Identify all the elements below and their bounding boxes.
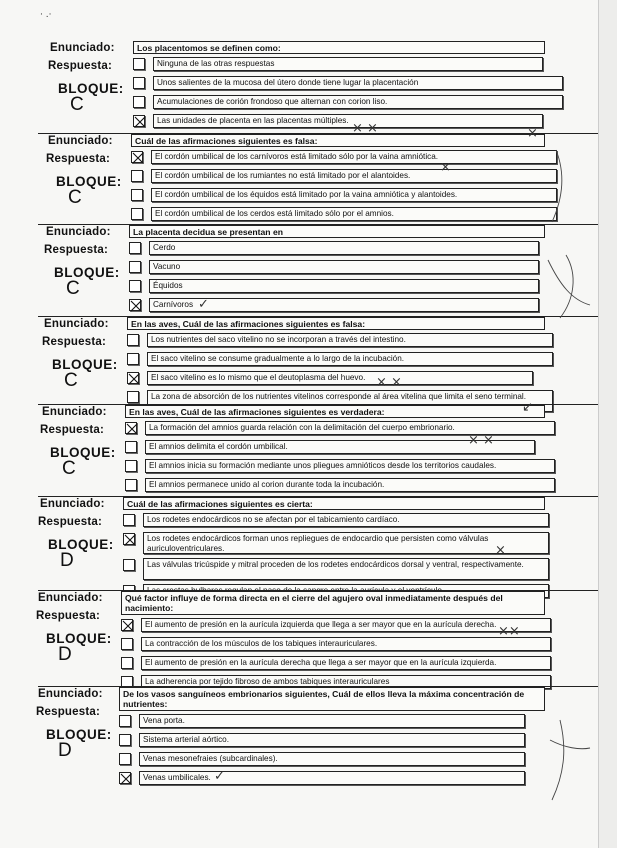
- answer-checkbox[interactable]: [127, 353, 139, 365]
- question-stem: Los placentomos se definen como:: [133, 41, 545, 54]
- answer-checkbox[interactable]: [123, 533, 135, 545]
- answer-option[interactable]: Cerdo: [149, 241, 539, 255]
- respuesta-label: Respuesta:: [44, 244, 108, 256]
- question-block: [0, 686, 617, 786]
- answer-checkbox[interactable]: [125, 479, 137, 491]
- answer-option[interactable]: La adherencia por tejido fibroso de ambos tabiques interauriculares: [141, 675, 551, 689]
- answer-option[interactable]: Los nutrientes del saco vitelino no se incorporan a través del intestino.: [147, 333, 553, 347]
- pen-mark: ✓: [214, 769, 225, 784]
- bloque-label: BLOQUE:: [48, 537, 114, 552]
- answer-option[interactable]: El cordón umbilical de los équidos está limitado por la vaina amniótica y alantoides.: [151, 188, 557, 202]
- answer-option[interactable]: La zona de absorción de los nutrientes vitelinos corresponde al área vitelina que limita el seno terminal.: [147, 390, 553, 412]
- bloque-label: BLOQUE:: [56, 174, 122, 189]
- enunciado-label: Enunciado:: [38, 688, 103, 700]
- answer-option[interactable]: El amnios inicia su formación mediante unos pliegues amnióticos desde los territorios caudales.: [145, 459, 555, 473]
- question-stem: En las aves, Cuál de las afirmaciones siguientes es falsa:: [127, 317, 545, 330]
- answer-checkbox[interactable]: [123, 514, 135, 526]
- pen-mark: × ×: [468, 433, 494, 448]
- answer-option[interactable]: El cordón umbilical de los cerdos está limitado sólo por el amnios.: [151, 207, 557, 221]
- answer-option[interactable]: La contracción de los músculos de los tabiques interauriculares.: [141, 637, 551, 651]
- answer-checkbox[interactable]: [121, 657, 133, 669]
- bloque-label: BLOQUE:: [46, 727, 112, 742]
- answer-option[interactable]: Carnívoros: [149, 298, 539, 312]
- enunciado-label: Enunciado:: [38, 592, 103, 604]
- answer-checkbox[interactable]: [119, 734, 131, 746]
- answer-option[interactable]: Ninguna de las otras respuestas: [153, 57, 543, 71]
- enunciado-label: Enunciado:: [46, 226, 111, 238]
- pen-mark: ↙: [522, 400, 533, 415]
- bloque-label: BLOQUE:: [54, 265, 120, 280]
- bloque-value: D: [60, 550, 74, 571]
- bloque-value: C: [64, 370, 78, 391]
- respuesta-label: Respuesta:: [46, 153, 110, 165]
- answer-option[interactable]: El aumento de presión en la aurícula izquierda que llega a ser mayor que en la aurícula derecha.: [141, 618, 551, 632]
- answer-checkbox[interactable]: [119, 715, 131, 727]
- answer-checkbox[interactable]: [131, 208, 143, 220]
- answer-checkbox[interactable]: [121, 638, 133, 650]
- answer-checkbox[interactable]: [123, 559, 135, 571]
- answer-checkbox[interactable]: [127, 334, 139, 346]
- answer-option[interactable]: Las válvulas tricúspide y mitral proceden de los rodetes endocárdicos dorsal y ventral, respectivamente.: [143, 558, 549, 580]
- bloque-value: C: [62, 458, 76, 479]
- answer-option[interactable]: Los rodetes endocárdicos no se afectan por el tabicamiento cardíaco.: [143, 513, 549, 527]
- answer-option[interactable]: El amnios permanece unido al corion durante toda la incubación.: [145, 478, 555, 492]
- bloque-value: D: [58, 740, 72, 761]
- question-block: [0, 496, 617, 590]
- answer-checkbox[interactable]: [133, 58, 145, 70]
- answer-checkbox[interactable]: [129, 280, 141, 292]
- answer-checkbox[interactable]: [129, 299, 141, 311]
- answer-option[interactable]: El cordón umbilical de los carnívoros está limitado sólo por la vaina amniótica.: [151, 150, 557, 164]
- answer-checkbox[interactable]: [119, 753, 131, 765]
- answer-option[interactable]: Unos salientes de la mucosa del útero donde tiene lugar la placentación: [153, 76, 563, 90]
- answer-option[interactable]: Acumulaciones de corión frondoso que alternan con corion liso.: [153, 95, 563, 109]
- question-stem: La placenta decidua se presentan en: [129, 225, 545, 238]
- pen-mark: × ×: [376, 375, 402, 390]
- pen-mark: ×: [440, 160, 451, 175]
- answer-checkbox[interactable]: [133, 115, 145, 127]
- enunciado-label: Enunciado:: [50, 42, 115, 54]
- answer-option[interactable]: El cordón umbilical de los rumiantes no está limitado por el alantoides.: [151, 169, 557, 183]
- question-block: [0, 224, 617, 316]
- respuesta-label: Respuesta:: [42, 336, 106, 348]
- answer-checkbox[interactable]: [131, 170, 143, 182]
- answer-option[interactable]: El aumento de presión en la aurícula derecha que llega a ser mayor que en la aurícula izquierda.: [141, 656, 551, 670]
- question-block: [0, 590, 617, 686]
- bloque-label: BLOQUE:: [52, 357, 118, 372]
- answer-option[interactable]: Sistema arterial aórtico.: [139, 733, 525, 747]
- answer-option[interactable]: El saco vitelino es lo mismo que el deutoplasma del huevo.: [147, 371, 533, 385]
- answer-checkbox[interactable]: [125, 441, 137, 453]
- enunciado-label: Enunciado:: [48, 135, 113, 147]
- question-stem: Cuál de las afirmaciones siguientes es falsa:: [131, 134, 545, 147]
- answer-checkbox[interactable]: [129, 242, 141, 254]
- bloque-label: BLOQUE:: [58, 81, 124, 96]
- answer-checkbox[interactable]: [125, 460, 137, 472]
- answer-option[interactable]: El amnios delimita el cordón umbilical.: [145, 440, 535, 454]
- answer-option[interactable]: La formación del amnios guarda relación con la delimitación del cuerpo embrionario.: [145, 421, 555, 435]
- bloque-label: BLOQUE:: [50, 445, 116, 460]
- scan-marks: · .·: [40, 10, 52, 20]
- answer-option[interactable]: Vena porta.: [139, 714, 525, 728]
- pen-mark: ×: [495, 543, 506, 558]
- answer-option[interactable]: Vacuno: [149, 260, 539, 274]
- enunciado-label: Enunciado:: [42, 406, 107, 418]
- question-block: [0, 316, 617, 404]
- bloque-value: D: [58, 644, 72, 665]
- bloque-value: C: [66, 278, 80, 299]
- answer-checkbox[interactable]: [131, 151, 143, 163]
- answer-checkbox[interactable]: [131, 189, 143, 201]
- respuesta-label: Respuesta:: [36, 706, 100, 718]
- answer-checkbox[interactable]: [127, 372, 139, 384]
- respuesta-label: Respuesta:: [40, 424, 104, 436]
- answer-checkbox[interactable]: [121, 619, 133, 631]
- pen-mark: ××: [498, 624, 520, 639]
- enunciado-label: Enunciado:: [40, 498, 105, 510]
- pen-mark: × ×: [352, 121, 378, 136]
- answer-checkbox[interactable]: [133, 77, 145, 89]
- question-stem: Qué factor influye de forma directa en el cierre del agujero oval inmediatamente después del nacimiento:: [121, 591, 545, 615]
- question-block: [0, 40, 617, 133]
- bloque-value: C: [68, 187, 82, 208]
- question-stem: En las aves, Cuál de las afirmaciones siguientes es verdadera:: [125, 405, 545, 418]
- answer-checkbox[interactable]: [127, 391, 139, 403]
- answer-option[interactable]: Équidos: [149, 279, 539, 293]
- bloque-label: BLOQUE:: [46, 631, 112, 646]
- answer-option[interactable]: Los rodetes endocárdicos forman unos repliegues de endocardio que persisten como válvulas auriculoventriculares.: [143, 532, 549, 554]
- answer-option[interactable]: El saco vitelino se consume gradualmente a lo largo de la incubación.: [147, 352, 553, 366]
- answer-checkbox[interactable]: [133, 96, 145, 108]
- respuesta-label: Respuesta:: [48, 60, 112, 72]
- respuesta-label: Respuesta:: [36, 610, 100, 622]
- respuesta-label: Respuesta:: [38, 516, 102, 528]
- answer-option[interactable]: Las unidades de placenta en las placentas múltiples.: [153, 114, 543, 128]
- answer-checkbox[interactable]: [119, 772, 131, 784]
- enunciado-label: Enunciado:: [44, 318, 109, 330]
- question-block: [0, 404, 617, 496]
- question-stem: De los vasos sanguíneos embrionarios siguientes, Cuál de ellos lleva la máxima concentración de nutrientes:: [119, 687, 545, 711]
- bloque-value: C: [70, 94, 84, 115]
- question-stem: Cuál de las afirmaciones siguientes es cierta:: [123, 497, 545, 510]
- answer-option[interactable]: Venas umbilicales.: [139, 771, 525, 785]
- answer-option[interactable]: Venas mesonefraies (subcardinales).: [139, 752, 525, 766]
- answer-checkbox[interactable]: [125, 422, 137, 434]
- answer-checkbox[interactable]: [129, 261, 141, 273]
- pen-mark: ×: [527, 126, 538, 141]
- pen-mark: ✓: [198, 297, 209, 312]
- question-block: [0, 133, 617, 224]
